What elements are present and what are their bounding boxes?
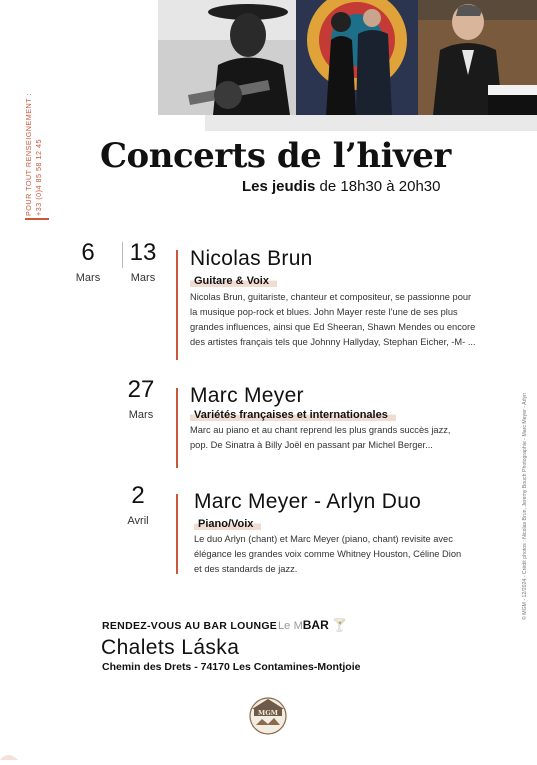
event-2-name: Marc Meyer — [190, 384, 304, 407]
mgm-logo-text: MGM — [258, 709, 278, 717]
duo-photo — [296, 0, 418, 115]
bar-logo — [278, 618, 347, 632]
date-month: Avril — [127, 515, 149, 527]
photo-credit: © MGM - 12/2024 - Crédit photos : Nicolas Brun, Jeremy Bouch Photographie - Marc Meyer - Arlyn — [522, 393, 528, 620]
event-1-date-1 — [68, 240, 108, 284]
subtitle-bold: Les jeudis — [242, 178, 316, 195]
page-subtitle — [242, 178, 440, 195]
event-3-accent-line — [176, 494, 178, 574]
date-day: 6 — [81, 239, 95, 266]
event-1-accent-line — [176, 250, 178, 360]
date-month: Mars — [130, 272, 156, 284]
date-month: Mars — [75, 272, 101, 284]
contact-block — [22, 93, 52, 216]
event-1-name: Nicolas Brun — [190, 247, 313, 270]
date-day: 2 — [131, 482, 145, 509]
bar-logo-bar: BAR — [302, 618, 329, 632]
event-3-name: Marc Meyer - Arlyn Duo — [194, 490, 422, 513]
event-1-tag: Guitare & Voix — [190, 275, 277, 287]
corner-decoration — [0, 740, 30, 760]
accent-line — [25, 218, 49, 220]
event-3-tag: Piano/Voix — [194, 518, 261, 530]
page-title: Concerts de l’hiver — [100, 136, 451, 176]
event-2-description: Marc au piano et au chant reprend les plus grands succès jazz, pop. De Sinatra à Billy Joël en passant par Michel Berger... — [190, 425, 451, 450]
bar-logo-le: Le — [278, 620, 291, 632]
pianist-photo — [418, 0, 537, 115]
guitarist-photo — [158, 0, 296, 115]
rendezvous-label: RENDEZ-VOUS AU BAR LOUNGE — [102, 620, 278, 632]
cocktail-glass-icon: 🍸 — [332, 618, 348, 632]
header-strip — [205, 115, 537, 131]
event-2-accent-line — [176, 388, 178, 468]
venue-address: Chemin des Drets - 74170 Les Contamines-Montjoie — [102, 661, 361, 673]
venue-name: Chalets Láska — [101, 636, 240, 659]
event-3-description: Le duo Arlyn (chant) et Marc Meyer (piano, chant) revisite avec élégance les grandes voix comme Whitney Houston, Céline Dion et des standards de jazz. — [194, 534, 462, 574]
mgm-logo-icon — [248, 695, 288, 735]
event-1-date-2 — [123, 240, 163, 284]
date-day: 13 — [129, 239, 157, 266]
contact-phone: +33 (0)4 85 58 12 45 — [34, 139, 43, 216]
date-day: 27 — [127, 376, 155, 403]
event-3-date — [118, 483, 158, 527]
event-2-date — [121, 377, 161, 421]
event-2-tag: Variétés françaises et internationales — [190, 409, 396, 421]
date-month: Mars — [128, 409, 154, 421]
bar-logo-m: M — [293, 620, 303, 632]
subtitle-rest: de 18h30 à 20h30 — [315, 178, 441, 195]
event-1-description: Nicolas Brun, guitariste, chanteur et compositeur, se passionne pour la musique pop-rock et blues. John Mayer reste l’une de ses plus grandes influences, ainsi que Ed Sheeran, Shawn Mendes ou encore des artistes français tels que Johnny Hallyday, Stephan Eicher, -M- ... — [190, 292, 476, 347]
contact-label: POUR TOUT RENSEIGNEMENT : — [24, 93, 33, 216]
